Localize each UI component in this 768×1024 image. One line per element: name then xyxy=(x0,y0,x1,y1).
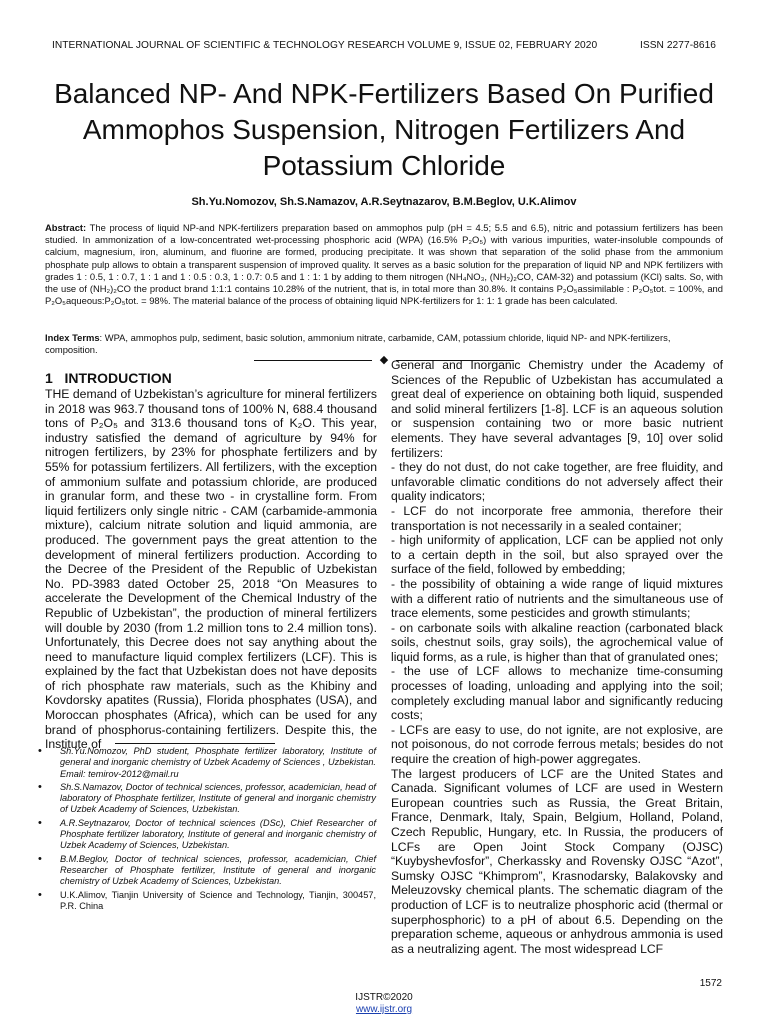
footnote-item: • Sh.S.Namazov, Doctor of technical sciences, professor, academician, head of laboratory of Phosphate fertilizer, Institute of general and inorganic chemistry of Uzbek Academy of Sciences, Uzbekistan. xyxy=(38,782,376,816)
divider-line-left xyxy=(254,360,372,361)
left-column xyxy=(45,370,377,752)
page-number: 1572 xyxy=(699,978,722,989)
journal-url-link[interactable]: www.ijstr.org xyxy=(355,1004,413,1015)
diamond-icon: ◆ xyxy=(379,354,389,366)
index-terms-text: : WPA, ammophos pulp, sediment, basic solution, ammonium nitrate, carbamide, CAM, potassium chloride, liquid NP- and NPK-fertilizers, composition. xyxy=(45,332,671,356)
right-column xyxy=(391,358,723,956)
advantage-item: - the possibility of obtaining a wide range of liquid mixtures with a different ratio of nutrients and the simultaneous use of trace elements, some pesticides and growth stimulants; xyxy=(391,576,723,621)
footnote-item: • Sh.Yu.Nomozov, PhD student, Phosphate fertilizer laboratory, Institute of general and inorganic chemistry of Uzbek Academy of Sciences , Uzbekistan. Email: temirov-2012@mail.ru xyxy=(38,746,376,780)
footnote-item: • A.R.Seytnazarov, Doctor of technical sciences (DSc), Chief Researcher of Phosphate fertilizer laboratory, Institute of general and inorganic chemistry of Uzbek Academy of Sciences, Uzbekistan. xyxy=(38,818,376,852)
producers-paragraph: The largest producers of LCF are the United States and Canada. Significant volumes of LCF are used in Western European countries such as Russia, the Great Britain, France, Denmark, Italy, Spain, Belgium, Holland, Poland, Czech Republic, Hungary, etc. In Russia, the producers of LCFs are Open Joint Stock Company (OJSC) “Kuybyshevfosfor”, Cherkassky and Rovensky OJSC “Azot”, Sumsky OJSC “Khimprom”, Krasnodarsky, Balakovsky and Meleuzovsky chemical plants. The schematic diagram of the production of LCF is to neutralize phosphoric acid (thermal or superphosphoric) to a pH of about 6.5. Depending on the preparation scheme, aqueous or anhydrous ammonia is used as a neutralizing agent. The most widespread LCF xyxy=(391,766,723,956)
advantage-item: - on carbonate soils with alkaline reaction (carbonated black soils, chestnut soils, gray soils), the agrochemical value of liquid forms, as a rule, is higher than that of granulated ones; xyxy=(391,620,723,664)
footnote-rule xyxy=(115,743,275,744)
abstract xyxy=(45,222,723,307)
section-number: 1 xyxy=(45,370,53,386)
intro-continuation: General and Inorganic Chemistry under the Academy of Sciences of the Republic of Uzbekistan has accumulated a great deal of experience on obtaining both liquid, suspended and solid mineral fertilizers [1-8]. LCF is an aqueous solution or suspension containing two or more basic nutrient elements. They have several advantages [9, 10] over solid fertilizers: xyxy=(391,358,723,460)
paper-title: Balanced NP- And NPK-Fertilizers Based On Purified Ammophos Suspension, Nitrogen Fertilizers And Potassium Chloride xyxy=(54,78,714,181)
page-footer xyxy=(0,992,768,1016)
section-title: INTRODUCTION xyxy=(64,370,172,386)
advantage-item: - high uniformity of application, LCF can be applied not only to a certain depth in the soil, but also sprayed over the surface of the field, followed by embedding; xyxy=(391,533,723,577)
abstract-text: The process of liquid NP-and NPK-fertilizers preparation based on ammophos pulp (pH = 4.5; 5.5 and 6.5), nitric and potassium fertilizers has been studied. In ammonization of a low-concentrated wet-processing phosphoric acid (WPA) (16.5% P₂O₅) with various impurities, water-insoluble compounds of calcium, magnesium, iron, aluminum, and fluorine are formed, producing precipitate. It was shown that separation of the solid phase from the ammonium phosphate pulp allows to obtain a transparent suspension of improved quality. It serves as a basic solution for the preparation of liquid NP and NPK fertilizers with grades 1 : 0.5, 1 : 0.7, 1 : 1 and 1 : 0.5 : 0.3, 1 : 0.7: 0.5 and 1 : 1: 1 by adding to them nitrogen (NH₄NO₃, (NH₂)₂CO, CAM-32) and potassium (KCl) salts. So, with the use of (NH₂)₂CO the product brand 1:1:1 contains 10.28% of the nutrient, that is, in total more than 30.8%. It contains P₂O₅assimilable : P₂O₅tot. = 100%, and P₂O₅aqueous:P₂O₅tot. = 98%. The material balance of the process of obtaining liquid NPK-fertilizers for 1: 1: 1 grade has been calculated. xyxy=(45,222,723,307)
running-header xyxy=(52,40,716,51)
issn: ISSN 2277-8616 xyxy=(639,40,716,51)
footnote-item: • U.K.Alimov, Tianjin University of Science and Technology, Tianjin, 300457, P.R. China xyxy=(38,890,376,913)
advantage-item: - they do not dust, do not cake together, are free fluidity, and unfavorable climatic conditions do not adversely affect their quality indicators; xyxy=(391,460,723,504)
copyright: IJSTR©2020 xyxy=(355,992,413,1003)
abstract-label: Abstract: xyxy=(45,222,87,233)
author-list: Sh.Yu.Nomozov, Sh.S.Namazov, A.R.Seytnazarov, B.M.Beglov, U.K.Alimov xyxy=(191,196,577,208)
author-footnotes xyxy=(38,746,376,914)
footnote-item: • B.M.Beglov, Doctor of technical sciences, professor, academician, Chief Researcher of Phosphate fertilizer, Institute of general and inorganic chemistry of Uzbek Academy of Sciences, Uzbekistan. xyxy=(38,854,376,888)
journal-name: INTERNATIONAL JOURNAL OF SCIENTIFIC & TECHNOLOGY RESEARCH VOLUME 9, ISSUE 02, FEBRUARY 2020 xyxy=(52,40,598,51)
advantage-item: - the use of LCF allows to mechanize time-consuming processes of loading, unloading and applying into the soil; completely excluding manual labor and significantly reducing costs; xyxy=(391,664,723,723)
index-terms-label: Index Terms xyxy=(45,332,100,343)
advantage-item: - LCFs are easy to use, do not ignite, are not explosive, are not poisonous, do not corrode ferrous metals; besides do not require the creation of high-power aggregates. xyxy=(391,722,723,767)
section-heading xyxy=(45,370,377,387)
advantage-item: - LCF do not incorporate free ammonia, therefore their transportation is not necessarily in a sealed container; xyxy=(391,503,723,533)
intro-paragraph: THE demand of Uzbekistan’s agriculture for mineral fertilizers in 2018 was 963.7 thousand tons of 100% N, 688.4 thousand tons of P₂O₅ and 313.6 thousand tons of K₂O. This year, industry satisfied the demand of agriculture by 94% for nitrogen fertilizers, by 23% for phosphate fertilizers and by 55% for potassium fertilizers. All fertilizers, with the exception of ammonium sulfate and potassium chloride, are produced in granular form, and these two - in crystalline form. From liquid fertilizers only single nitric - CAM (carbamide-ammonia mixture), calcium nitrate solution and liquid ammonia, are produced. The government pays the great attention to the development of mineral fertilizers production. According to the Decree of the President of the Republic of Uzbekistan No. PD-3983 dated October 25, 2018 “On Measures to accelerate the Development of the Chemical Industry of the Republic of Uzbekistan”, the production of mineral fertilizers will double by 2030 (from 1.2 million tons to 2.4 million tons). Unfortunately, this Decree does not say anything about the need to manufacture liquid complex fertilizers (LCF). This is explained by the fact that Uzbekistan does not have deposits of rich phosphate raw materials, such as the Khibiny and Kovdorsky apatites (Russia), Florida phosphates (USA), and Moroccan phosphates (Africa), which can be used for any brand of phosphorus-containing fertilizers. Despite this, the Institute of xyxy=(45,387,377,752)
